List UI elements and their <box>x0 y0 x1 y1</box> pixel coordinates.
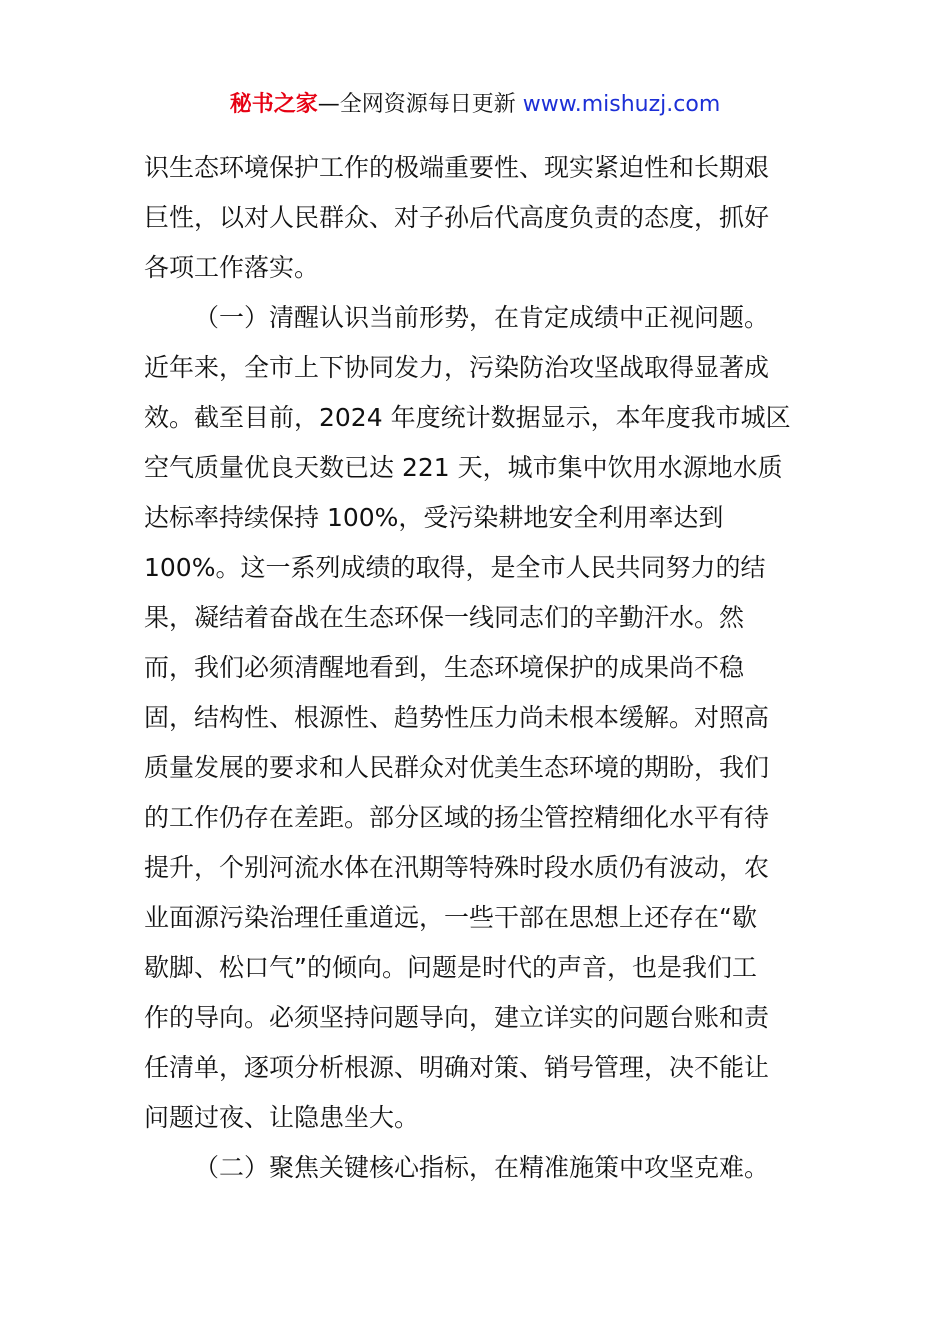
text-line: 提升，个别河流水体在汛期等特殊时段水质仍有波动，农 <box>144 853 770 882</box>
text-line: 而，我们必须清醒地看到，生态环境保护的成果尚不稳 <box>144 653 745 682</box>
text-line: 固，结构性、根源性、趋势性压力尚未根本缓解。对照高 <box>144 703 770 732</box>
text-line: 的工作仍存在差距。部分区域的扬尘管控精细化水平有待 <box>144 803 770 832</box>
document-body <box>144 143 814 1193</box>
text-line: 近年来，全市上下协同发力，污染防治攻坚战取得显著成 <box>144 353 770 382</box>
text-line: 歇脚、松口气”的倾向。问题是时代的声音，也是我们工 <box>144 953 757 982</box>
text-line: 各项工作落实。 <box>144 253 320 282</box>
section-heading-1: （一）清醒认识当前形势，在肯定成绩中正视问题。 <box>194 303 770 332</box>
text-line: 效。截至目前，2024 年度统计数据显示，本年度我市城区 <box>144 403 791 432</box>
text-line: 作的导向。必须坚持问题导向，建立详实的问题台账和责 <box>144 1003 770 1032</box>
text-line: 空气质量优良天数已达 221 天，城市集中饮用水源地水质 <box>144 453 783 482</box>
text-line: 业面源污染治理任重道远，一些干部在思想上还存在“歇 <box>144 903 757 932</box>
text-line: 质量发展的要求和人民群众对优美生态环境的期盼，我们 <box>144 753 770 782</box>
site-url-link[interactable]: www.mishuzj.com <box>522 92 721 117</box>
brand-name: 秘书之家 <box>229 92 318 117</box>
text-line: 巨性，以对人民群众、对子孙后代高度负责的态度，抓好 <box>144 203 770 232</box>
text-line: 识生态环境保护工作的极端重要性、现实紧迫性和长期艰 <box>144 153 770 182</box>
page-header <box>0 88 950 122</box>
section-heading-2: （二）聚焦关键核心指标，在精准施策中攻坚克难。 <box>194 1153 770 1182</box>
text-line: 达标率持续保持 100%，受污染耕地安全利用率达到 <box>144 503 724 532</box>
text-line: 果，凝结着奋战在生态环保一线同志们的辛勤汗水。然 <box>144 603 745 632</box>
text-line: 问题过夜、让隐患坐大。 <box>144 1103 420 1132</box>
text-line: 任清单，逐项分析根源、明确对策、销号管理，决不能让 <box>144 1053 770 1082</box>
text-line: 100%。这一系列成绩的取得，是全市人民共同努力的结 <box>144 553 766 582</box>
header-tagline: —全网资源每日更新 <box>317 92 523 117</box>
